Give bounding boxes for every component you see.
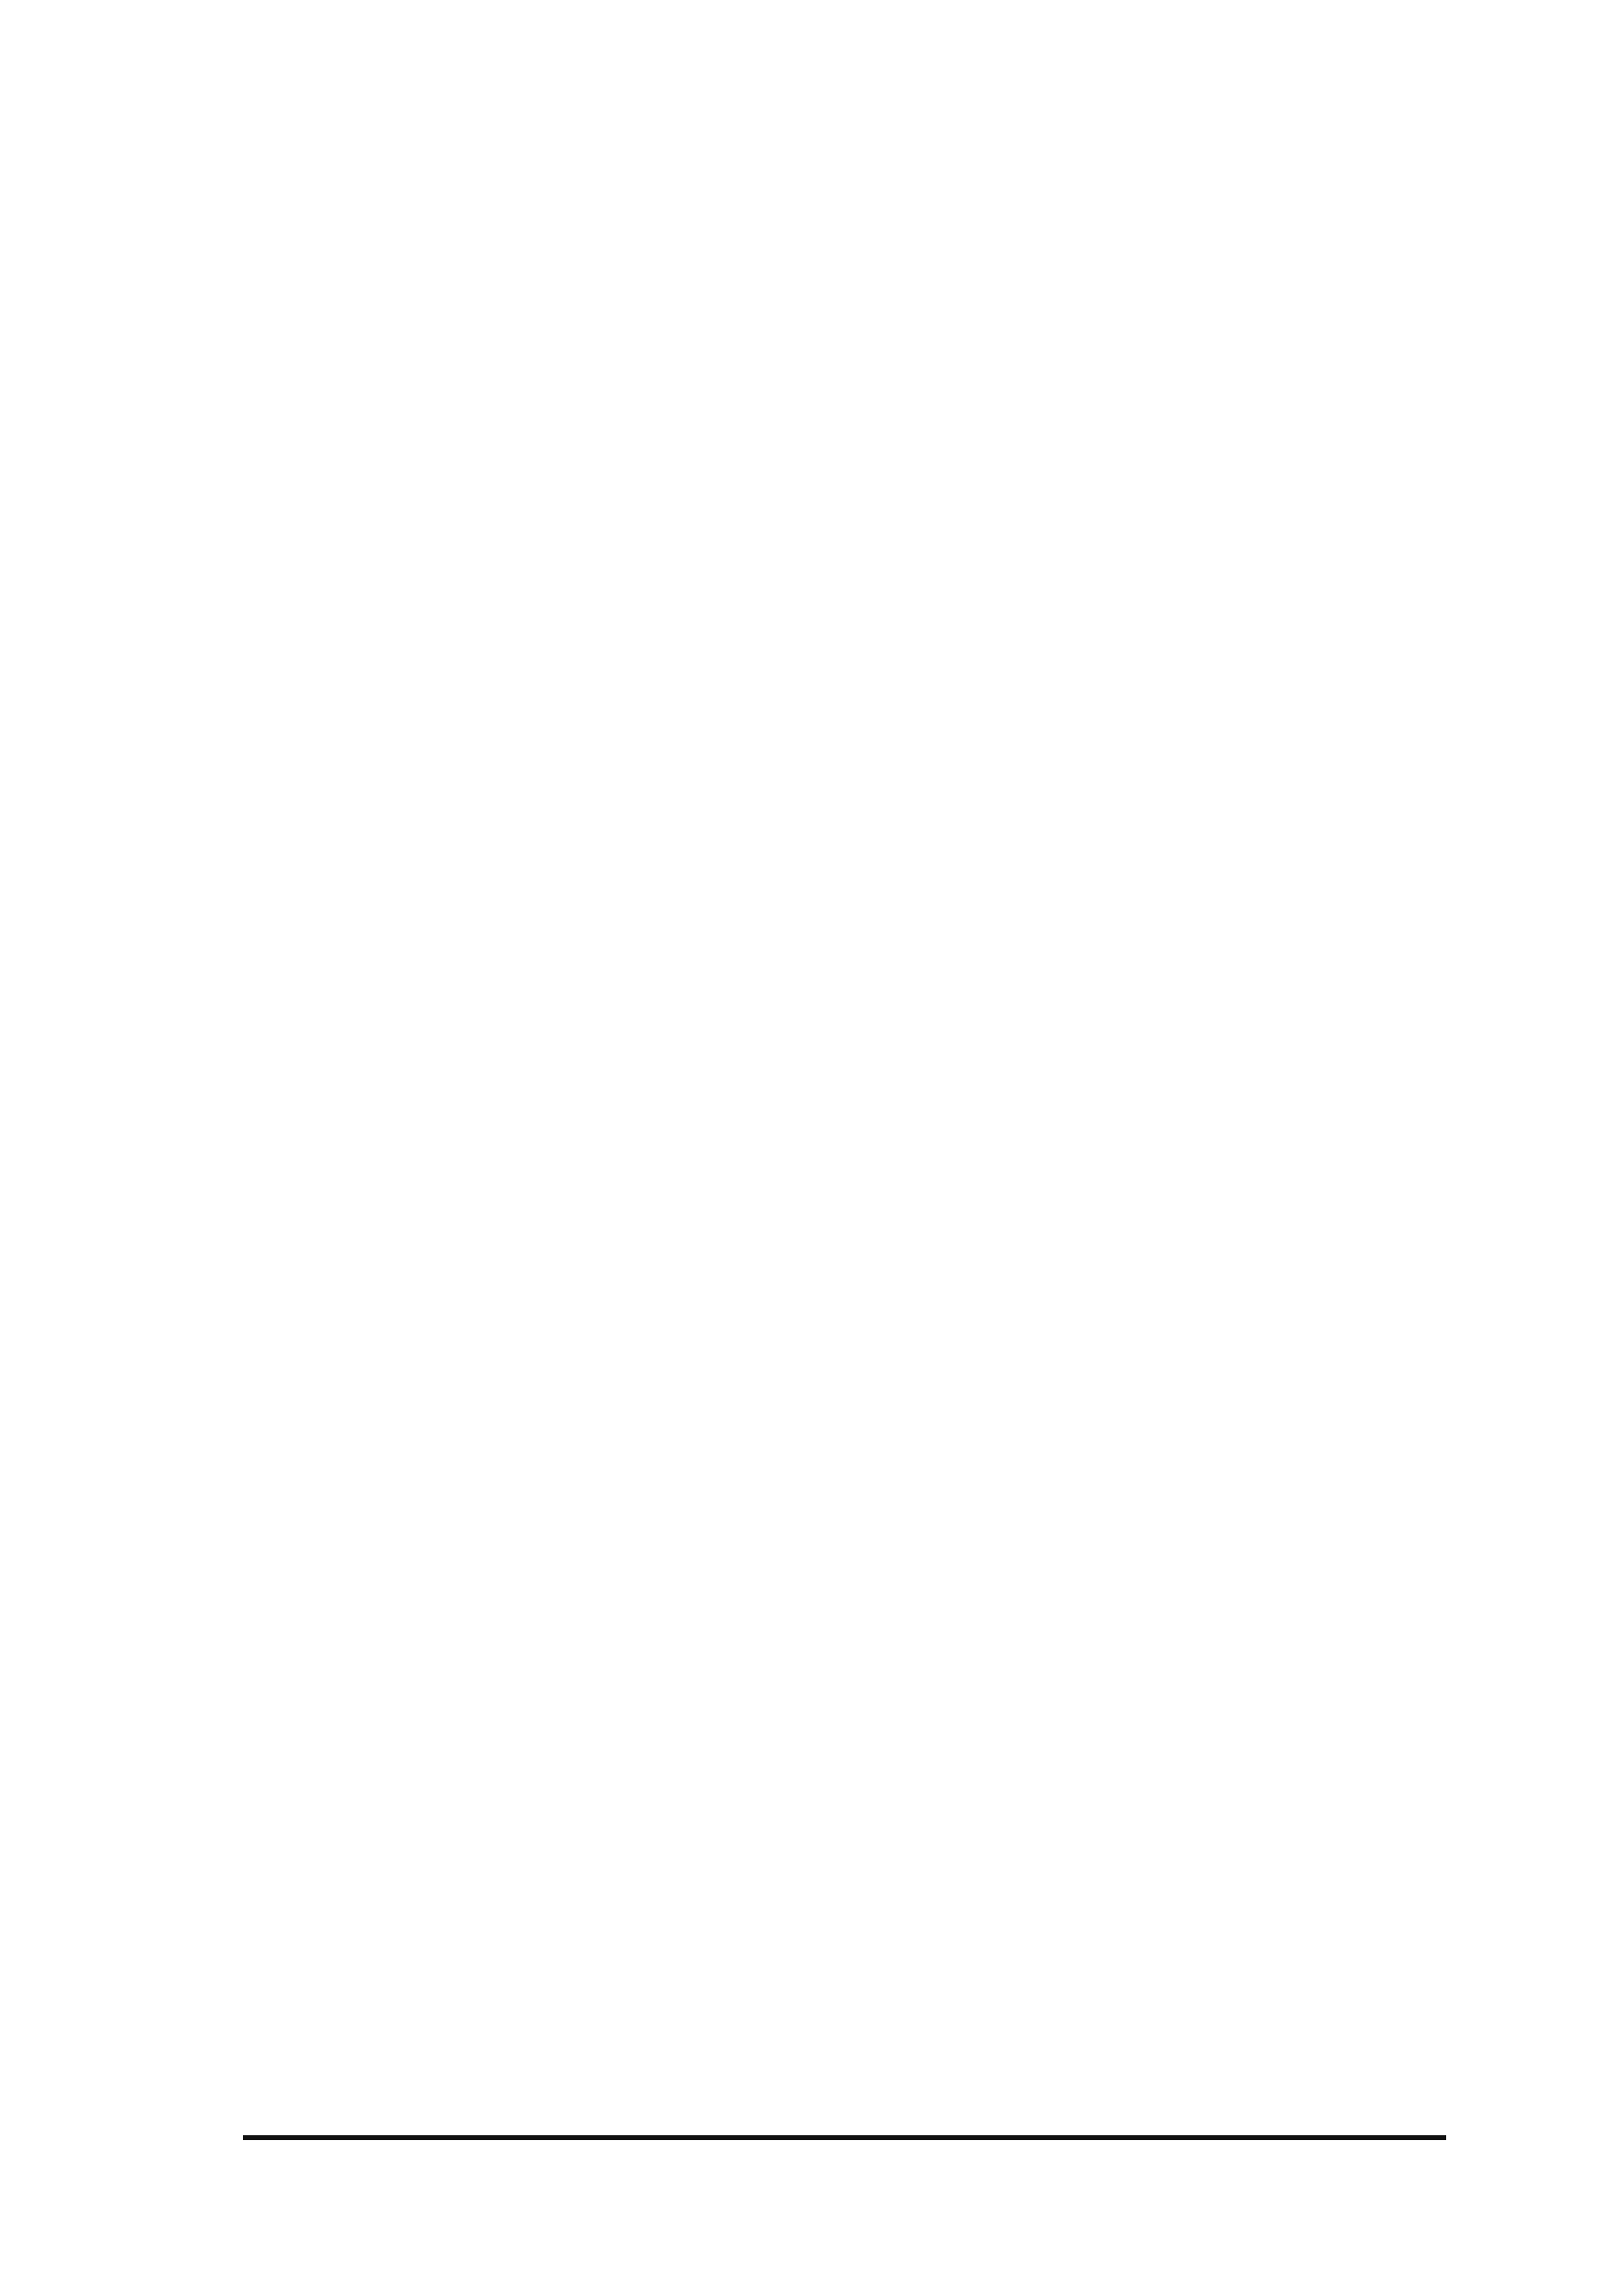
paragraph xyxy=(855,180,1424,219)
paragraph xyxy=(243,240,836,279)
bottom-rule xyxy=(243,2135,1446,2140)
section-heading xyxy=(243,326,836,364)
paragraph xyxy=(243,180,836,219)
section-heading xyxy=(855,265,1424,304)
right-column xyxy=(855,180,1424,464)
paragraph xyxy=(243,464,836,502)
left-column xyxy=(243,180,836,524)
paragraph xyxy=(243,403,836,442)
paragraph xyxy=(855,403,1424,442)
paragraph xyxy=(855,343,1424,382)
